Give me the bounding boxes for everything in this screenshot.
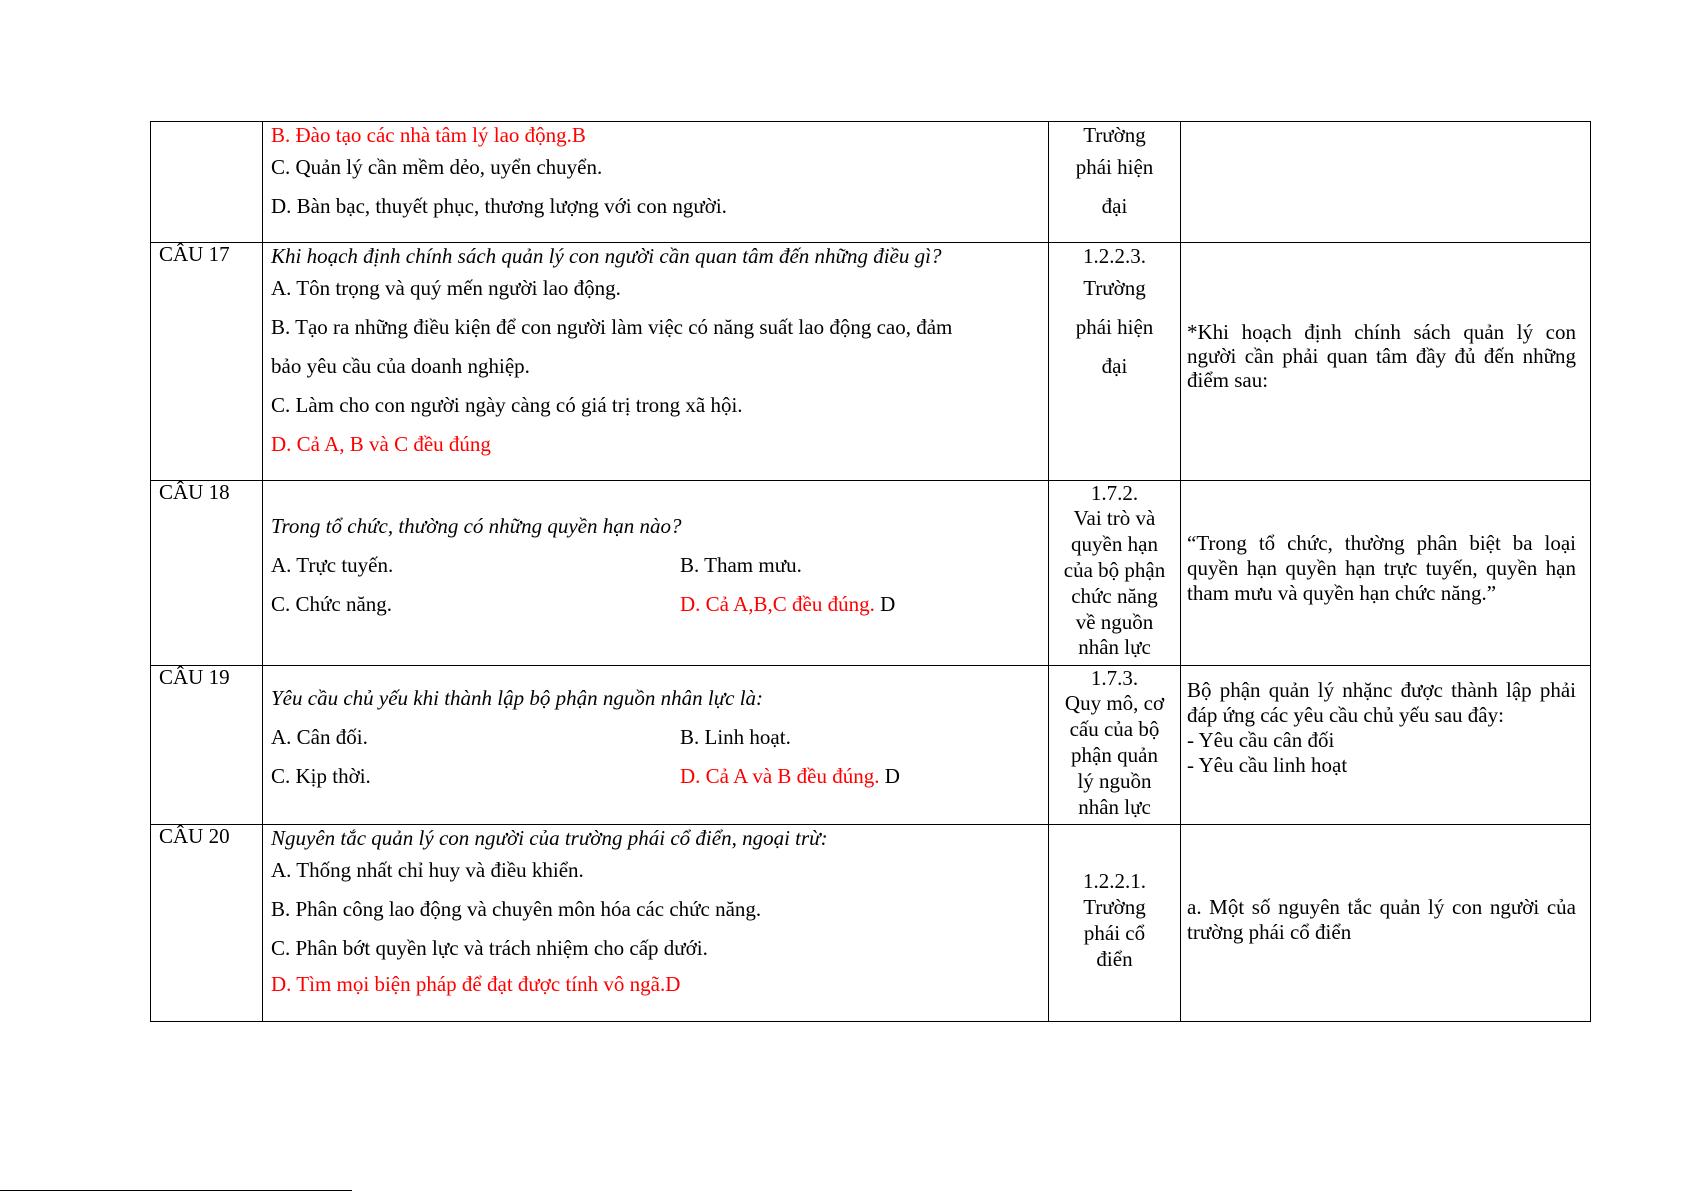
question-cell — [263, 481, 1049, 666]
option-d: D. Bàn bạc, thuyết phục, thương lượng với con người. — [271, 194, 727, 218]
note-cell — [1181, 481, 1591, 666]
question-table — [150, 121, 1591, 1022]
options-row — [271, 718, 1040, 757]
ref-line: Trường — [1083, 276, 1146, 300]
ref-line: chức năng — [1071, 584, 1158, 608]
option-a: A. Trực tuyến. — [271, 553, 394, 577]
ref-line: Quy mô, cơ — [1064, 691, 1165, 715]
question-text: Trong tổ chức, thường có những quyền hạn nào? — [271, 514, 682, 538]
option-d-answer: D. Cả A và B đều đúng. — [680, 764, 880, 788]
ref-line: 1.2.2.1. — [1083, 869, 1146, 893]
question-number-cell: CÂU 20 — [151, 825, 263, 1022]
table-row — [151, 243, 1591, 481]
ref-line: nhân lực — [1078, 635, 1151, 659]
note-cell — [1181, 666, 1591, 825]
option-a: A. Cân đối. — [271, 725, 368, 749]
ref-line: lý nguồn — [1077, 769, 1152, 793]
option-a: A. Tôn trọng và quý mến người lao động. — [271, 276, 621, 300]
note-text: a. Một số nguyên tắc quản lý con người của trường phái cổ điển — [1187, 895, 1576, 944]
option-d — [680, 757, 900, 796]
ref-line: quyền hạn — [1071, 532, 1158, 556]
reference-cell — [1049, 481, 1181, 666]
ref-line: Trường — [1083, 123, 1146, 147]
ref-line: 1.2.2.3. — [1083, 244, 1146, 268]
answer-mark: D — [884, 764, 900, 788]
note-item: - Yêu cầu cân đối — [1187, 728, 1335, 752]
ref-line: 1.7.3. — [1090, 666, 1139, 690]
ref-line: Trường — [1083, 895, 1146, 919]
ref-line: phái hiện — [1075, 155, 1154, 179]
option-b: B. Phân công lao động và chuyên môn hóa các chức năng. — [271, 897, 762, 921]
note-text: *Khi hoạch định chính sách quản lý con người cần phải quan tâm đầy đủ đến những điểm sau: — [1187, 320, 1576, 392]
ref-line: về nguồn — [1075, 610, 1154, 634]
option-d-answer: D. Cả A, B và C đều đúng — [271, 432, 491, 456]
note-cell — [1181, 122, 1591, 243]
option-c: C. Quản lý cần mềm dẻo, uyển chuyển. — [271, 155, 603, 179]
ref-line: đại — [1101, 194, 1128, 218]
question-cell — [263, 666, 1049, 825]
table-row — [151, 666, 1591, 825]
option-d-answer: D. Cả A,B,C đều đúng. — [680, 592, 875, 616]
note-cell — [1181, 825, 1591, 1022]
question-text: Yêu cầu chủ yếu khi thành lập bộ phận nguồn nhân lực là: — [271, 686, 764, 710]
options-row — [271, 585, 1040, 624]
ref-line: của bộ phận — [1063, 558, 1166, 582]
ref-line: cấu của bộ — [1069, 717, 1160, 741]
options-row — [271, 546, 1040, 585]
ref-line: phận quản — [1071, 743, 1158, 767]
reference-cell — [1049, 666, 1181, 825]
question-cell — [263, 825, 1049, 1022]
question-number-cell: CÂU 17 — [151, 243, 263, 481]
note-item: - Yêu cầu linh hoạt — [1187, 753, 1348, 777]
question-text: Khi hoạch định chính sách quản lý con người cần quan tâm đến những điều gì? — [271, 244, 942, 268]
ref-line: Vai trò và — [1073, 506, 1156, 530]
question-number-cell — [151, 122, 263, 243]
answer-mark: D — [880, 592, 896, 616]
table-row — [151, 481, 1591, 666]
option-c: C. Chức năng. — [271, 592, 393, 616]
question-text: Nguyên tắc quản lý con người của trường phái cổ điển, ngoại trừ: — [271, 826, 828, 850]
option-c: C. Làm cho con người ngày càng có giá trị trong xã hội. — [271, 393, 743, 417]
option-b-continued: bảo yêu cầu của doanh nghiệp. — [271, 354, 530, 378]
option-d — [680, 585, 895, 624]
ref-line: điển — [1096, 947, 1133, 971]
table-row — [151, 825, 1591, 1022]
option-c: C. Phân bớt quyền lực và trách nhiệm cho cấp dưới. — [271, 936, 708, 960]
note-text: Bộ phận quản lý nhặnc được thành lập phải đáp ứng các yêu cầu chủ yếu sau đây: — [1187, 678, 1576, 727]
option-b: B. Tạo ra những điều kiện để con người làm việc có năng suất lao động cao, đảm — [271, 315, 953, 339]
question-number-cell: CÂU 18 — [151, 481, 263, 666]
ref-line: phái hiện — [1075, 315, 1154, 339]
note-text: “Trong tổ chức, thường phân biệt ba loại quyền hạn quyền hạn trực tuyến, quyền hạn tham mưu và quyền hạn chức năng.” — [1187, 531, 1576, 605]
option-a: A. Thống nhất chỉ huy và điều khiển. — [271, 858, 584, 882]
ref-line: nhân lực — [1078, 795, 1151, 819]
question-cell — [263, 122, 1049, 243]
option-d-answer: D. Tìm mọi biện pháp để đạt được tính vô ngã.D — [271, 972, 681, 996]
ref-line: 1.7.2. — [1090, 481, 1139, 505]
question-number-cell: CÂU 19 — [151, 666, 263, 825]
ref-line: phái cổ — [1083, 921, 1146, 945]
option-b-answer: B. Đào tạo các nhà tâm lý lao động.B — [271, 123, 586, 147]
reference-cell — [1049, 825, 1181, 1022]
ref-line: đại — [1101, 354, 1128, 378]
table-row — [151, 122, 1591, 243]
note-cell — [1181, 243, 1591, 481]
option-b: B. Tham mưu. — [680, 553, 802, 577]
reference-cell — [1049, 243, 1181, 481]
option-c: C. Kịp thời. — [271, 764, 371, 788]
question-cell — [263, 243, 1049, 481]
options-row — [271, 757, 1040, 796]
reference-cell — [1049, 122, 1181, 243]
option-b: B. Linh hoạt. — [680, 725, 791, 749]
